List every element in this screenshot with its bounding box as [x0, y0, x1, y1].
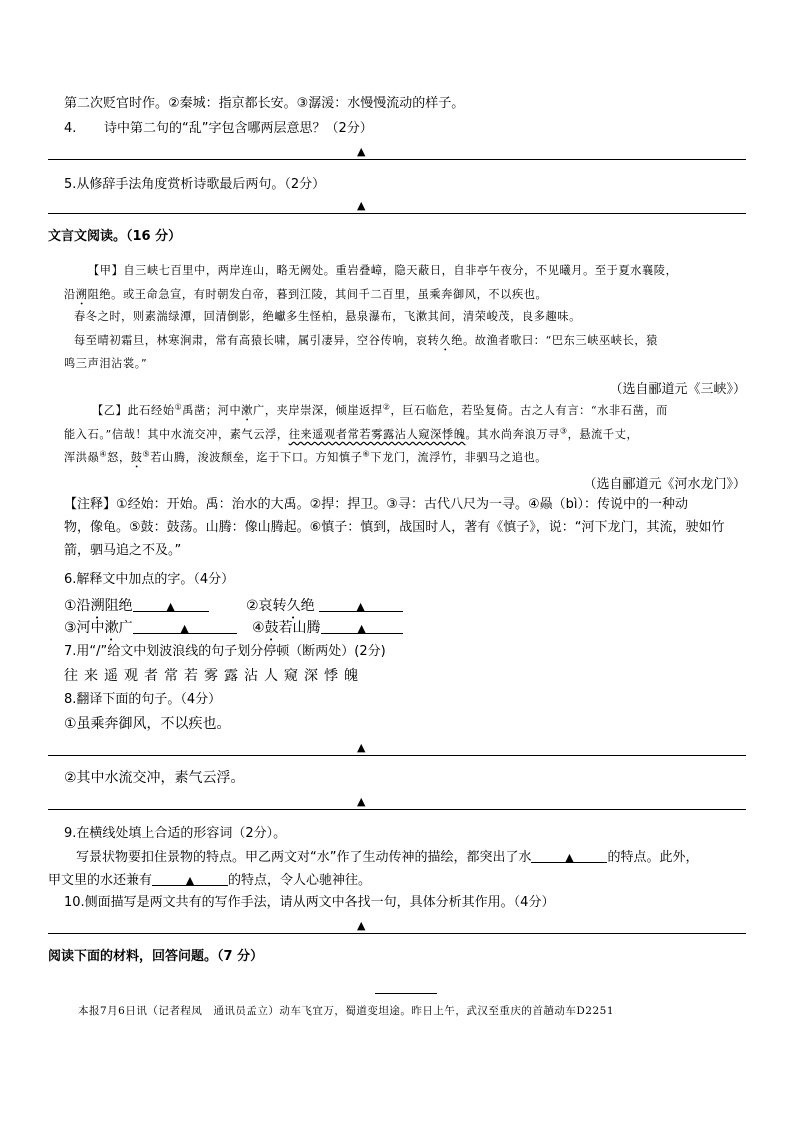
passage-jia-source: （选自郦道元《三峡》） — [609, 382, 746, 397]
question-8-prompt: 8.翻译下面的句子。（4分） — [64, 692, 222, 707]
passage-jia-line-3: 春冬之时，则素湍绿潭，回清倒影，绝巘多生怪柏，悬泉瀑布，飞漱其间，清荣峻茂，良多趣味。 — [74, 310, 581, 323]
answer-blank[interactable]: ▲ — [133, 621, 237, 634]
question-5: 5.从修辞手法角度赏析诗歌最后两句。（2分） — [64, 177, 326, 192]
answer-line[interactable] — [48, 933, 746, 934]
question-4-number: 4. — [64, 121, 77, 136]
answer-mark: ▲ — [357, 741, 366, 754]
answer-blank[interactable]: ▲ — [319, 599, 403, 612]
poem-note-line: 第二次贬官时作。②秦城：指京都长安。③潺湲：水慢慢流动的样子。 — [64, 96, 465, 111]
passage-yi-line-2: 能入石。”信哉！其中水流交冲，素气云浮，往来遥观者常若雾露沾人窥深悸魄。其水尚奔浪万寻③，悬流千丈， — [64, 426, 639, 441]
passage-jia-line-2: 沿溯阻绝。或王命急宣，有时朝发白帝，暮到江陵，其间千二百里，虽乘奔御风，不以疾也。 — [64, 288, 548, 301]
answer-mark: ▲ — [357, 795, 366, 808]
notes-line-2: 物，像龟。⑤鼓：鼓荡。山腾：像山腾起。⑥慎子：慎到，战国时人，著有《慎子》，说：“河下龙门，其流，驶如竹 — [64, 520, 725, 535]
answer-blank[interactable]: ▲ — [531, 850, 607, 863]
answer-blank[interactable]: ▲ — [321, 621, 403, 634]
question-8-sentence-1: ①虽乘奔御风，不以疾也。 — [64, 716, 231, 732]
section-heading-classical: 文言文阅读。（16 分） — [48, 229, 182, 244]
question-8-sentence-2: ②其中水流交冲，素气云浮。 — [64, 770, 245, 786]
passage-jia-line-5: 鸣三声泪沾裳。” — [64, 357, 148, 370]
divider — [375, 993, 437, 994]
wavy-underlined-sentence: 往来遥观者常若雾露沾人窥深悸魄 — [288, 428, 466, 441]
question-9-line-2: 甲文里的水还兼有 ▲ 的特点，令人心驰神往。 — [48, 873, 372, 888]
question-6-prompt: 6.解释文中加点的字。（4分） — [64, 572, 235, 587]
question-9-prompt: 9.在横线处填上合适的形容词（2分）。 — [64, 826, 287, 841]
answer-line[interactable] — [48, 213, 746, 214]
q6-item-1: ①沿溯阻绝 ▲ — [64, 598, 209, 622]
passage-jia-line-1: 【甲】自三峡七百里中，两岸连山，略无阙处。重岩叠嶂，隐天蔽日，自非亭午夜分，不见曦月。至于夏水襄陵， — [88, 264, 678, 277]
answer-mark: ▲ — [357, 919, 366, 932]
answer-mark: ▲ — [357, 199, 366, 212]
q6-item-3: ③河中漱广 ▲ — [64, 620, 237, 644]
passage-yi-line-3: 浑洪赑④怒，鼓⑤若山腾，浚波颓垒，迄于下口。方知慎子⑥下龙门，流浮竹，非驷马之追也。 — [64, 449, 548, 464]
q6-item-2: ②哀转久绝 ▲ — [246, 598, 403, 622]
question-7-prompt: 7.用“/”给文中划波浪线的句子划分停顿（断两处）(2分) — [64, 644, 386, 659]
passage-yi-source: （选自郦道元《河水龙门》） — [583, 477, 746, 492]
answer-line[interactable] — [48, 755, 746, 756]
section-heading-material: 阅读下面的材料，回答问题。（7 分） — [48, 949, 264, 964]
answer-line[interactable] — [48, 159, 746, 160]
notes-line-1: 【注释】①经始：开始。禹：治水的大禹。②捍：捍卫。③寻：古代八尺为一寻。④赑（bì）：传说中的一种动 — [64, 497, 688, 512]
notes-line-3: 箭，驷马追之不及。” — [64, 543, 182, 558]
question-9-line-1: 写景状物要扣住景物的特点。甲乙两文对“水”作了生动传神的描绘，都突出了水 ▲ 的特点。此外， — [76, 850, 699, 865]
passage-yi-line-1: 【乙】此石经始①禹凿；河中漱广，夹岸崇深，倾崖返捍②，巨石临危，若坠复倚。古之人有言：“水非石凿，而 — [92, 402, 668, 417]
answer-mark: ▲ — [357, 145, 366, 158]
passage-jia-line-4: 每至晴初霜旦，林寒涧肃，常有高猿长啸，属引凄异，空谷传响，哀转久绝。故渔者歌曰：“巴东三峡巫峡长，猿 — [74, 334, 658, 347]
answer-blank[interactable]: ▲ — [152, 873, 228, 886]
answer-blank[interactable]: ▲ — [133, 599, 209, 612]
news-line: 本报7月6日讯（记者程凤 通讯员孟立）动车飞宜万，蜀道变坦途。昨日上午，武汉至重庆的首趟动车D2251 — [78, 1005, 614, 1017]
question-7-sentence[interactable]: 往来遥观者常若雾露沾人窥深悸魄 — [64, 668, 364, 684]
q6-item-4: ④鼓若山腾 ▲ — [252, 620, 403, 644]
question-10: 10.侧面描写是两文共有的写作手法，请从两文中各找一句，具体分析其作用。（4分） — [64, 895, 555, 910]
question-4-text: 诗中第二句的“乱”字包含哪两层意思？（2分） — [104, 121, 373, 136]
answer-line[interactable] — [48, 809, 746, 810]
